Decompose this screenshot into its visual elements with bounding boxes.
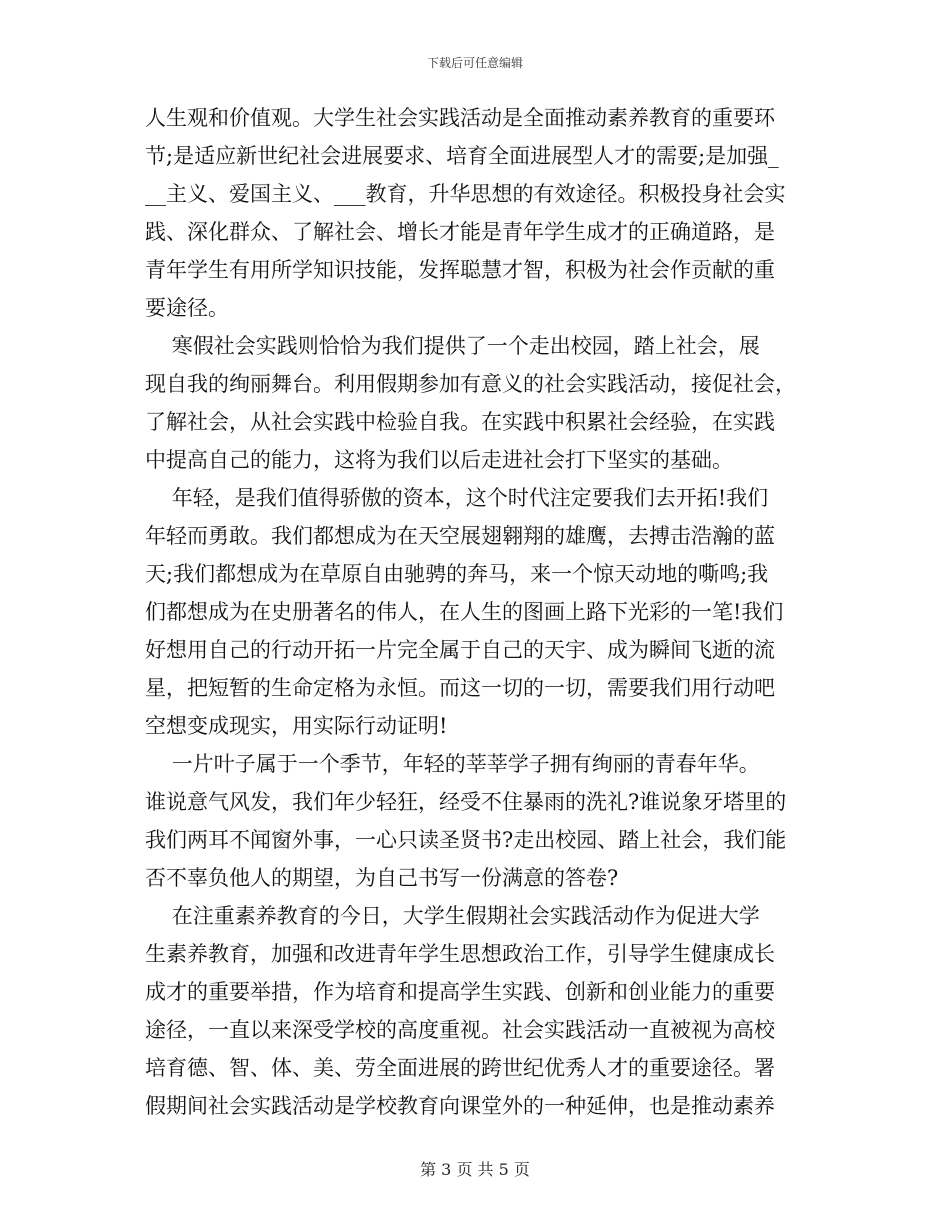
- text-line: 要途径。: [145, 296, 229, 320]
- text-line: 假期间社会实践活动是学校教育向课堂外的一种延伸，也是推动素养: [145, 1094, 775, 1118]
- text-line: 现自我的绚丽舞台。利用假期参加有意义的社会实践活动，接促社会，: [145, 372, 796, 396]
- text-line: 中提高自己的能力，这将为我们以后走进社会打下坚实的基础。: [145, 448, 733, 472]
- text-line: 年轻而勇敢。我们都想成为在天空展翅翱翔的雄鹰，去搏击浩瀚的蓝: [145, 524, 775, 548]
- text-line: 生素养教育，加强和改进青年学生思想政治工作，引导学生健康成长: [145, 942, 775, 966]
- text-line: 一片叶子属于一个季节，年轻的莘莘学子拥有绚丽的青春年华。: [145, 752, 760, 776]
- text-line: 们都想成为在史册著名的伟人，在人生的图画上路下光彩的一笔!我们: [145, 600, 784, 624]
- text-line: 好想用自己的行动开拓一片完全属于自己的天宇、成为瞬间飞逝的流: [145, 638, 775, 662]
- text-line: 天;我们都想成为在草原自由驰骋的奔马，来一个惊天动地的嘶鸣;我: [145, 562, 769, 586]
- text-line: 了解社会，从社会实践中检验自我。在实践中积累社会经验，在实践: [145, 410, 775, 434]
- text-line: 人生观和价值观。大学生社会实践活动是全面推动素养教育的重要环: [145, 106, 775, 130]
- text-line: 途径，一直以来深受学校的高度重视。社会实践活动一直被视为高校: [145, 1018, 775, 1042]
- text-line: 星，把短暂的生命定格为永恒。而这一切的一切，需要我们用行动吧: [145, 676, 775, 700]
- text-line: 在注重素养教育的今日，大学生假期社会实践活动作为促进大学: [145, 904, 760, 928]
- page-header-note: 下载后可任意编辑: [426, 56, 523, 70]
- page-number: 第 3 页 共 5 页: [420, 1160, 530, 1179]
- text-line: 寒假社会实践则恰恰为我们提供了一个走出校园，踏上社会，展: [145, 334, 760, 358]
- text-line: 否不辜负他人的期望，为自己书写一份满意的答卷?: [145, 866, 619, 890]
- text-line: 青年学生有用所学知识技能，发挥聪慧才智，积极为社会作贡献的重: [145, 258, 775, 282]
- text-line: __主义、爱国主义、___教育，升华思想的有效途径。积极投身社会实: [145, 182, 786, 206]
- text-line: 节;是适应新世纪社会进展要求、培育全面进展型人才的需要;是加强_: [145, 144, 779, 168]
- text-line: 年轻，是我们值得骄傲的资本，这个时代注定要我们去开拓!我们: [145, 486, 769, 510]
- text-line: 践、深化群众、了解社会、增长才能是青年学生成才的正确道路，是: [145, 220, 775, 244]
- text-line: 成才的重要举措，作为培育和提高学生实践、创新和创业能力的重要: [145, 980, 775, 1004]
- text-line: 空想变成现实，用实际行动证明!: [145, 714, 448, 738]
- document-body: [145, 99, 805, 1125]
- text-line: 谁说意气风发，我们年少轻狂，经受不住暴雨的洗礼?谁说象牙塔里的: [145, 790, 787, 814]
- text-line: 我们两耳不闻窗外事，一心只读圣贤书?走出校园、踏上社会，我们能: [145, 828, 787, 852]
- text-line: 培育德、智、体、美、劳全面进展的跨世纪优秀人才的重要途径。署: [145, 1056, 775, 1080]
